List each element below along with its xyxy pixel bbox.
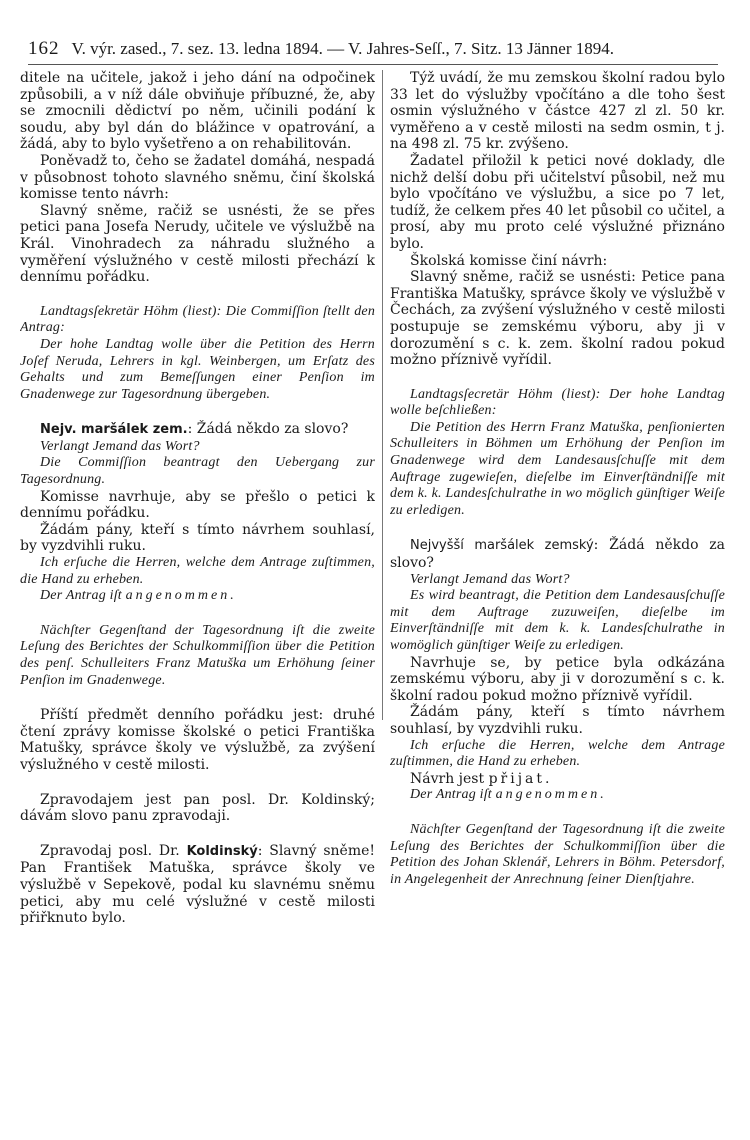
speech-text: (liest): Die Commiſſion ſtellt den Antrag: <box>20 303 375 336</box>
text: Zpravodaj posl. Dr. <box>40 842 180 859</box>
text: Návrh jest <box>410 770 485 787</box>
running-title: V. výr. zased., 7. sez. 13. ledna 1894. — V. Jahres-Seſſ., 7. Sitz. 13 Jänner 1894. <box>71 39 615 58</box>
paragraph: ditele na učitele, jakož i jeho dání na odpočinek způsobili, a v níž dále obviňuje příbuzné, že, aby se zmocnili dědictví po něm, učinili podání k soudu, aby byl dán do blážince v opatrování, a žádá, aby to bylo vyšetřeno a on rehabilitován. <box>20 70 375 153</box>
spacer <box>20 403 375 421</box>
paragraph <box>20 588 375 605</box>
result-word: angenommen. <box>125 588 237 604</box>
paragraph <box>390 537 725 571</box>
spacer <box>390 369 725 387</box>
left-column <box>20 70 375 1120</box>
paragraph <box>20 843 375 927</box>
paragraph: Nächſter Gegenſtand der Tagesordnung iſt die zweite Leſung des Berichtes der Schulkommiſſion über die Petition des penſ. Schulleiters Franz Matuška um Erhöhung ſeiner Penſion im Gnadenwege. <box>20 622 375 688</box>
paragraph: Žadatel přiložil k petici nové doklady, dle nichž delší dobu při učitelství působil, než mu bylo vpočítáno ve výslužbu, a sice po 7 let, tudíž, že celkem přes 40 let působil co učitel, a prosí, aby mu proto celé výslužné přiznáno bylo. <box>390 152 725 252</box>
spacer <box>390 519 725 537</box>
speaker-name: Landtagsſecretär Höhm <box>410 386 553 402</box>
paragraph: Nächſter Gegenſtand der Tagesordnung iſt die zweite Leſung des Berichtes der Schulkommiſſion über die Petition des Johan Sklenář, Lehrers in Böhm. Petersdorf, in Angelegenheit der Anrechnung ſeiner Dienſtjahre. <box>390 821 725 887</box>
spacer <box>20 286 375 304</box>
paragraph: Die Petition des Herrn Franz Matuška, penſionierten Schulleiters in Böhmen um Erhöhung der Penſion im Gnadenwege wird dem Landesausſchuſſe mit dem Auftrage zugewieſen, dieſelbe im Einverſtändniſſe mit dem k. k. Landesſchulrathe in wo möglich günſtiger Weiſe zu erledigen. <box>390 419 725 518</box>
spacer <box>20 774 375 792</box>
paragraph: Die Commiſſion beantragt den Uebergang zur Tagesordnung. <box>20 455 375 488</box>
spacer <box>390 804 725 822</box>
paragraph: Týž uvádí, že mu zemskou školní radou bylo 33 let do výslužby vpočítáno a dle toho šest osmin výslužného v částce 427 zl zl. 50 kr. vyměřeno a v cestě milosti na sedm osmin, t j. na 498 zl. 75 kr. zvýšeno. <box>390 70 725 153</box>
speech-text: : Žádá někdo za slovo? <box>187 421 349 438</box>
paragraph: Ich erſuche die Herren, welche dem Antrage zuſtimmen, die Hand zu erheben. <box>390 737 725 770</box>
paragraph: Der hohe Landtag wolle über die Petition des Herrn Joſef Neruda, Lehrers in kgl. Weinbergen, um Erſatz des Gehalts und zum Bemeſſungen einer Penſion im Gnadenwege zur Tagesordnung übergeben. <box>20 336 375 402</box>
page-number: 162 <box>28 38 60 59</box>
paragraph <box>20 421 375 439</box>
paragraph: Zpravodajem jest pan posl. Dr. Koldinský; dávám slovo panu zpravodaji. <box>20 791 375 825</box>
paragraph <box>390 387 725 420</box>
result-word: angenommen. <box>495 787 607 803</box>
paragraph: Komisse navrhuje, aby se přešlo o petici k dennímu pořádku. <box>20 488 375 522</box>
speaker-name: Koldinský <box>186 843 258 859</box>
paragraph <box>20 304 375 337</box>
paragraph: Es wird beantragt, die Petition dem Landesausſchuſſe mit dem Auftrage zuzuweiſen, dieſelbe im Einverſtändniſſe mit dem k. k. Landesſchulrathe in womöglich günſtiger Weiſe zu erledigen. <box>390 588 725 653</box>
paragraph: Příští předmět denního pořádku jest: druhé čtení zprávy komisse školské o petici Františka Matušky, správce školy ve výslužbě, za zvýšení výslužného v cestě milosti. <box>20 707 375 773</box>
page-header <box>28 30 718 65</box>
paragraph: Žádám pány, kteří s tímto návrhem souhlasí, by vyzdvihli ruku. <box>390 704 725 737</box>
speaker-name: Nejvyšší maršálek zemský <box>410 538 594 554</box>
column-divider <box>382 70 383 720</box>
paragraph: Školská komisse činí návrh: <box>410 252 608 269</box>
speaker-name: Nejv. maršálek zem. <box>40 422 188 438</box>
paragraph <box>390 787 725 804</box>
speech-text: (liest): Der hohe Landtag wolle beſchließen: <box>390 386 725 419</box>
spacer <box>20 825 375 843</box>
right-column <box>390 70 725 1120</box>
spacer <box>20 605 375 623</box>
text: Der Antrag iſt <box>40 588 122 604</box>
paragraph: Slavný sněme, račiž se usnésti, že se přes petici pana Josefa Nerudy, učitele ve výslužbě na Král. Vinohradech za náhradu služného a vyměření výslužného v cestě milosti přechází k dennímu pořádku. <box>20 202 375 286</box>
speech-text: : Slavný sněme! Pan František Matuška, správce školy ve výslužbě v Sepekově, podal ku slavnému sněmu petici, aby mu celé výslužné v cestě milosti přiřknuto bylo. <box>20 842 375 927</box>
paragraph: Poněvadž to, čeho se žadatel domáhá, nespadá v působnost tohoto slavného sněmu, činí školská komisse tento návrh: <box>20 152 375 203</box>
paragraph: Ich erſuche die Herren, welche dem Antrage zuſtimmen, die Hand zu erheben. <box>20 555 375 587</box>
paragraph: Verlangt Jemand das Wort? <box>40 438 200 454</box>
paragraph: Navrhuje se, by petice byla odkázána zemskému výboru, aby ji v dorozumění s c. k. školní radou pokud možno příznivě vyřídil. <box>390 654 725 704</box>
paragraph: Verlangt Jemand das Wort? <box>410 571 570 587</box>
text: Der Antrag iſt <box>410 787 492 803</box>
result-word: přijat. <box>488 770 553 787</box>
paragraph <box>390 771 725 788</box>
speaker-name: Landtagsſekretär Höhm <box>40 303 179 319</box>
spacer <box>20 689 375 707</box>
paragraph: Slavný sněme, račiž se usnésti: Petice pana Františka Matušky, správce školy ve výslužbě v Čechách, za zvýšení výslužného v cestě milosti postupuje se zemskému výboru, aby ji v dorozumění s c. k. zem. školní radou pokud možno příznivě vyřídil. <box>390 269 725 369</box>
speech-text: : Žádá někdo za slovo? <box>390 537 725 572</box>
paragraph: Žádám pány, kteří s tímto návrhem souhlasí, by vyzdvihli ruku. <box>20 521 375 555</box>
